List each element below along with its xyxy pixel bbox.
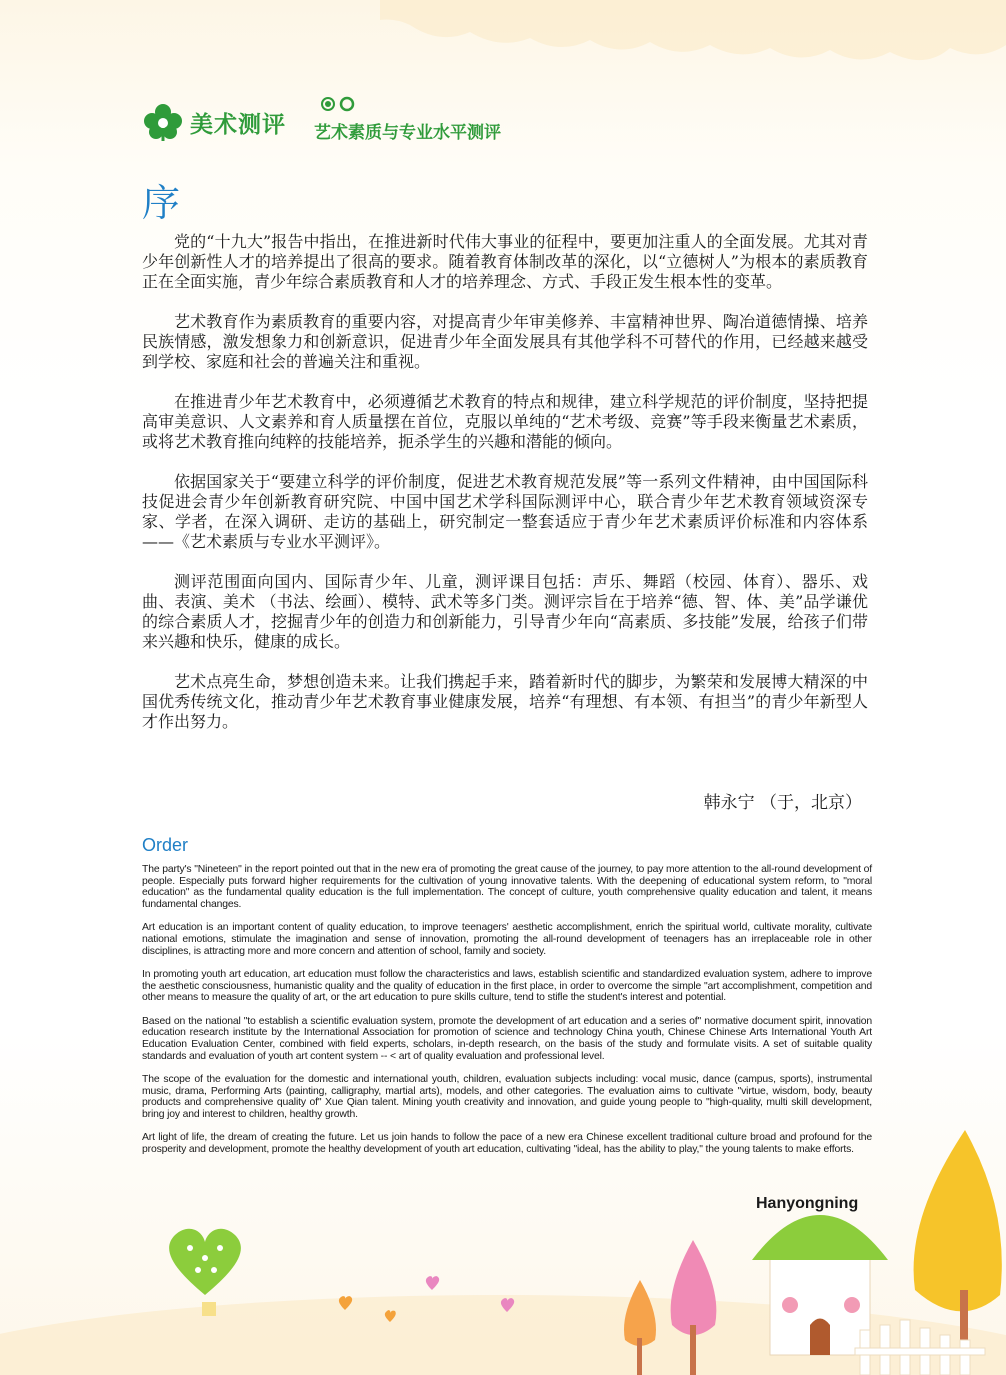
english-paragraph: In promoting youth art education, art education must follow the characteristics and laws, establish scientific and standardized evaluation system, adhere to improve the aesthetic consciousness, humanistic quality and the quality of education in the first place, in order to overcome the simple "art accomplishment, competition and other means to measure the quality of art, or the art education to pure skills culture, tend to stifle the student's interest and potential. (142, 968, 872, 1004)
english-paragraph: Art light of life, the dream of creating the future. Let us join hands to follow the pace of a new era Chinese excellent traditional culture broad and profound for the prosperity and development, promote the healthy development of youth art education, cultivating "ideal, has the ability to play," the young talents to make efforts. (142, 1132, 872, 1155)
chinese-title: 序 (142, 181, 181, 225)
chinese-signature: 韩永宁 （于，北京） (703, 793, 862, 813)
english-title: Order (142, 835, 189, 855)
chinese-paragraph: 在推进青少年艺术教育中，必须遵循艺术教育的特点和规律，建立科学规范的评价制度，坚持把提高审美意识、人文素养和育人质量摆在首位，克服以单纯的“艺术考级、竞赛”等手段来衡量艺术素质，或将艺术教育推向纯粹的技能培养，扼杀学生的兴趣和潜能的倾向。 (142, 392, 868, 451)
heart-balloon-icon (169, 1229, 241, 1316)
chinese-body (142, 232, 868, 752)
english-signature: Hanyongning (756, 1195, 859, 1212)
clover-flower-icon (142, 102, 184, 142)
english-paragraph: Art education is an important content of quality education, to improve teenagers' aesthetic accomplishment, enrich the spiritual world, cultivate morality, cultivate national emotions, stimulate the imagination and sense of innovation, promoting the all-round development of teenagers has an irreplaceable role in other disciplines, is attracting more and more concern and attention of school, family and society. (142, 922, 872, 957)
decorative-landscape-illustration (0, 1090, 1006, 1375)
english-paragraph: The party's "Nineteen" in the report pointed out that in the new era of promoting the great cause of the journey, to pay more attention to the all-round development of people. Especially puts forward higher requirements for the cultivation of young innovative talents. With the deepening of educational system reform, to "moral education" as the fundamental quality education is the full implementation. The concept of culture, youth comprehensive quality education and talent, it means fundamental changes. (142, 864, 872, 911)
chinese-paragraph: 党的“十九大”报告中指出，在推进新时代伟大事业的征程中，要更加注重人的全面发展。尤其对青少年创新性人才的培养提出了很高的要求。随着教育体制改革的深化，以“立德树人”为根本的素质教育正在全面实施，青少年综合素质教育和人才的培养理念、方式、手段正发生根本性的变革。 (142, 232, 868, 291)
chinese-paragraph: 艺术点亮生命，梦想创造未来。让我们携起手来，踏着新时代的脚步，为繁荣和发展博大精深的中国优秀传统文化，推动青少年艺术教育事业健康发展，培养“有理想、有本领、有担当”的青少年新型人才作出努力。 (142, 672, 868, 731)
english-paragraph: Based on the national "to establish a scientific evaluation system, promote the development of art education and a series of" normative document spirit, innovation education research institute by the International Association for promotion of science and technology China youth, Chinese Chinese Arts International Youth Art Education Evaluation Center, combined with field experts, scholars, in-depth research, on the basis of the study and formulate visits. A set of suitable quality standards and evaluation of youth art content system -- < art of quality evaluation and professional level. (142, 1015, 872, 1062)
header-subtitle: 艺术素质与专业水平测评 (314, 123, 501, 143)
logo-text: 美术测评 (190, 112, 286, 138)
chinese-paragraph: 艺术教育作为素质教育的重要内容，对提高青少年审美修养、丰富精神世界、陶冶道德情操、培养民族情感，激发想象力和创新意识，促进青少年全面发展具有其他学科不可替代的作用，已经越来越受到学校、家庭和社会的普遍关注和重视。 (142, 312, 868, 371)
chinese-paragraph: 依据国家关于“要建立科学的评价制度，促进艺术教育规范发展”等一系列文件精神，由中国国际科技促进会青少年创新教育研究院、中国中国艺术学科国际测评中心，联合青少年艺术教育领域资深专家、学者，在深入调研、走访的基础上，研究制定一整套适应于青少年艺术素质评价标准和内容体系——《艺术素质与专业水平测评》。 (142, 472, 868, 551)
double-circle-icon (320, 95, 360, 113)
decorative-cloud-band (380, 0, 1006, 70)
header (142, 100, 562, 144)
chinese-paragraph: 测评范围面向国内、国际青少年、儿童，测评课目包括：声乐、舞蹈（校园、体育）、器乐、戏曲、表演、美术 （书法、绘画）、模特、武术等多门类。测评宗旨在于培养“德、智、体、美”品学谦优的综合素质人才，挖掘青少年的创造力和创新能力，引导青少年向“高素质、多技能”发展，给孩子们带来兴趣和快乐，健康的成长。 (142, 572, 868, 651)
english-paragraph: The scope of the evaluation for the domestic and international youth, children, evaluation subjects including: vocal music, dance (campus, sports), instrumental music, drama, Performing Arts (painting, calligraphy, martial arts), models, and other categories. The evaluation aims to cultivate "virtue, wisdom, body, beauty products and comprehensive quality of" Xue Qian talent. Mining youth creativity and innovation, and guide young people to "high-quality, multi skill development, bring joy and interest to children, healthy growth. (142, 1073, 872, 1120)
